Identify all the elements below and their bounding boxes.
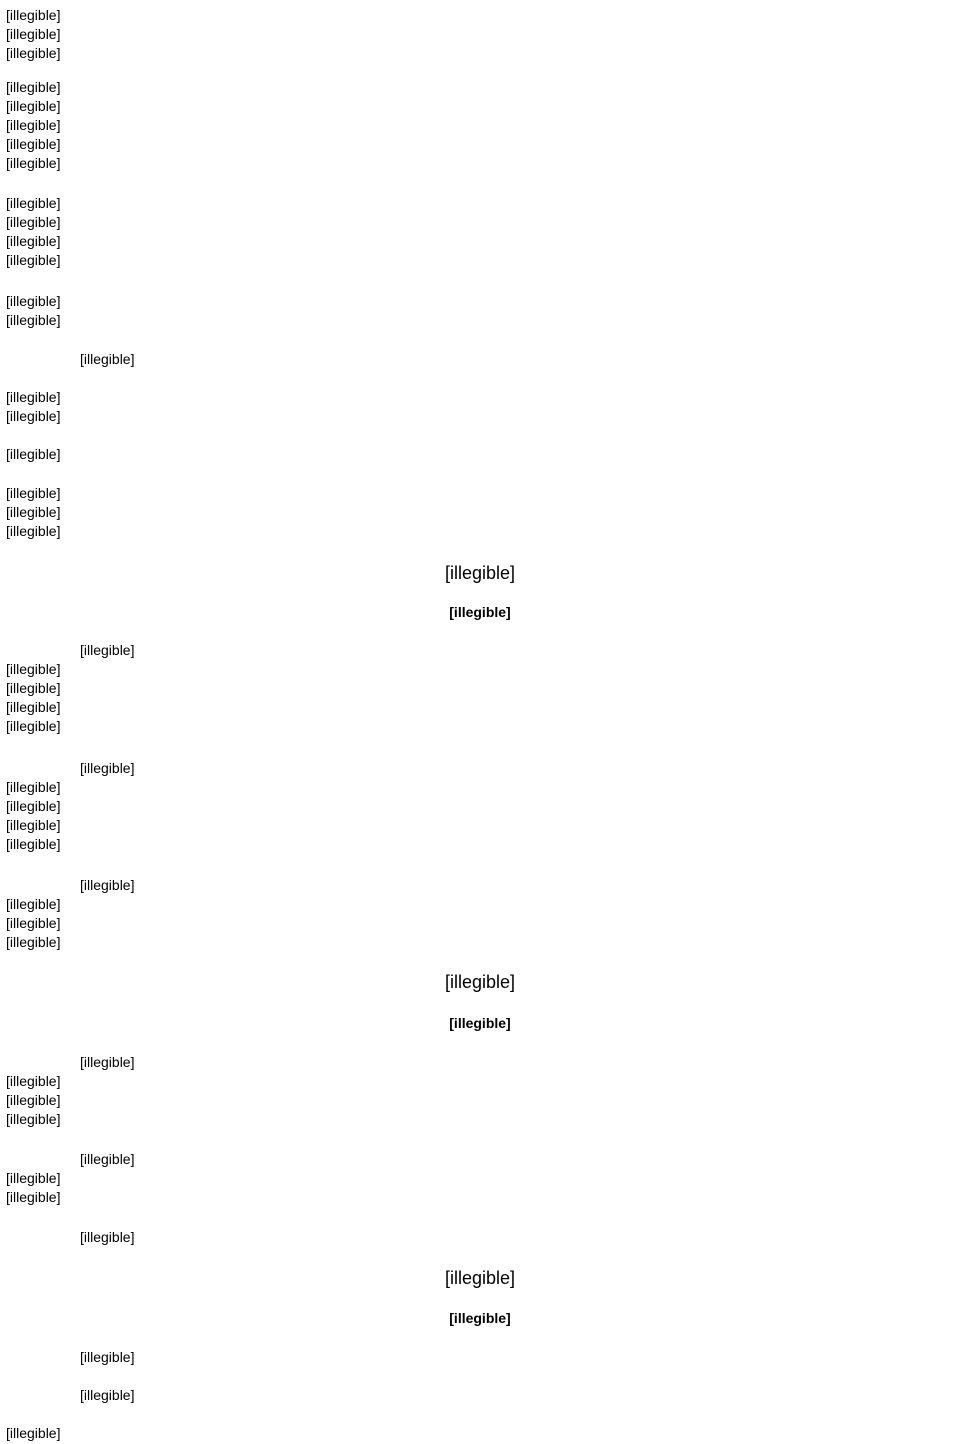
article-4-heading: [illegible] [444, 972, 516, 992]
article-5-subtitle: [illegible] [449, 1310, 511, 1326]
paragraph-text: [illegible] [illegible] [illegible] [illegible] [6, 877, 135, 950]
article-4-subtitle: [illegible] [449, 1015, 511, 1031]
paragraph-steel-products-b [6, 6, 954, 63]
paragraph-text: [illegible] [illegible] [illegible] [6, 7, 61, 61]
article-4-point-1 [6, 1053, 954, 1129]
article-4-point-3 [6, 1228, 954, 1247]
paragraph-text: [illegible] [illegible] [illegible] [illegible] [illegible] [6, 642, 135, 734]
article-3-subtitle: [illegible] [449, 604, 511, 620]
paragraph-text: [illegible] [illegible] [illegible] [illegible] [illegible] [6, 760, 135, 852]
paragraph-definition-b [6, 445, 954, 464]
article-5-point-3 [6, 1424, 954, 1443]
paragraph-text: [illegible] [illegible] [6, 389, 61, 424]
paragraph-text: [illegible] [80, 1349, 135, 1365]
article-3-point-3 [6, 876, 954, 952]
article-3-point-2 [6, 759, 954, 854]
paragraph-text: [illegible] [illegible] [illegible] [6, 485, 61, 539]
paragraph-text: [illegible] [illegible] [illegible] [illegible] [illegible] [6, 79, 61, 171]
article-5-point-1 [6, 1348, 954, 1367]
paragraph-definition-a [6, 388, 954, 426]
article-4-point-2 [6, 1150, 954, 1207]
paragraph-steel-products-e [6, 292, 954, 330]
paragraph-text: [illegible] [6, 446, 61, 462]
paragraph-text: [illegible] [6, 1425, 61, 1441]
paragraph-text: [illegible] [illegible] [illegible] [illegible] [6, 195, 61, 268]
article-5-point-2 [6, 1386, 954, 1405]
paragraph-steel-products-c [6, 78, 954, 173]
paragraph-text: [illegible] [illegible] [illegible] [illegible] [6, 1054, 135, 1127]
paragraph-steel-products-d [6, 194, 954, 270]
article-3-point-1 [6, 641, 954, 736]
paragraph-definition-30 [6, 350, 954, 369]
paragraph-definition-c [6, 484, 954, 541]
paragraph-text: [illegible] [80, 351, 135, 367]
paragraph-text: [illegible] [illegible] [illegible] [6, 1151, 135, 1205]
article-3-heading: [illegible] [444, 563, 516, 583]
paragraph-text: [illegible] [80, 1387, 135, 1403]
article-5-heading: [illegible] [444, 1268, 516, 1288]
paragraph-text: [illegible] [80, 1229, 135, 1245]
paragraph-text: [illegible] [illegible] [6, 293, 61, 328]
